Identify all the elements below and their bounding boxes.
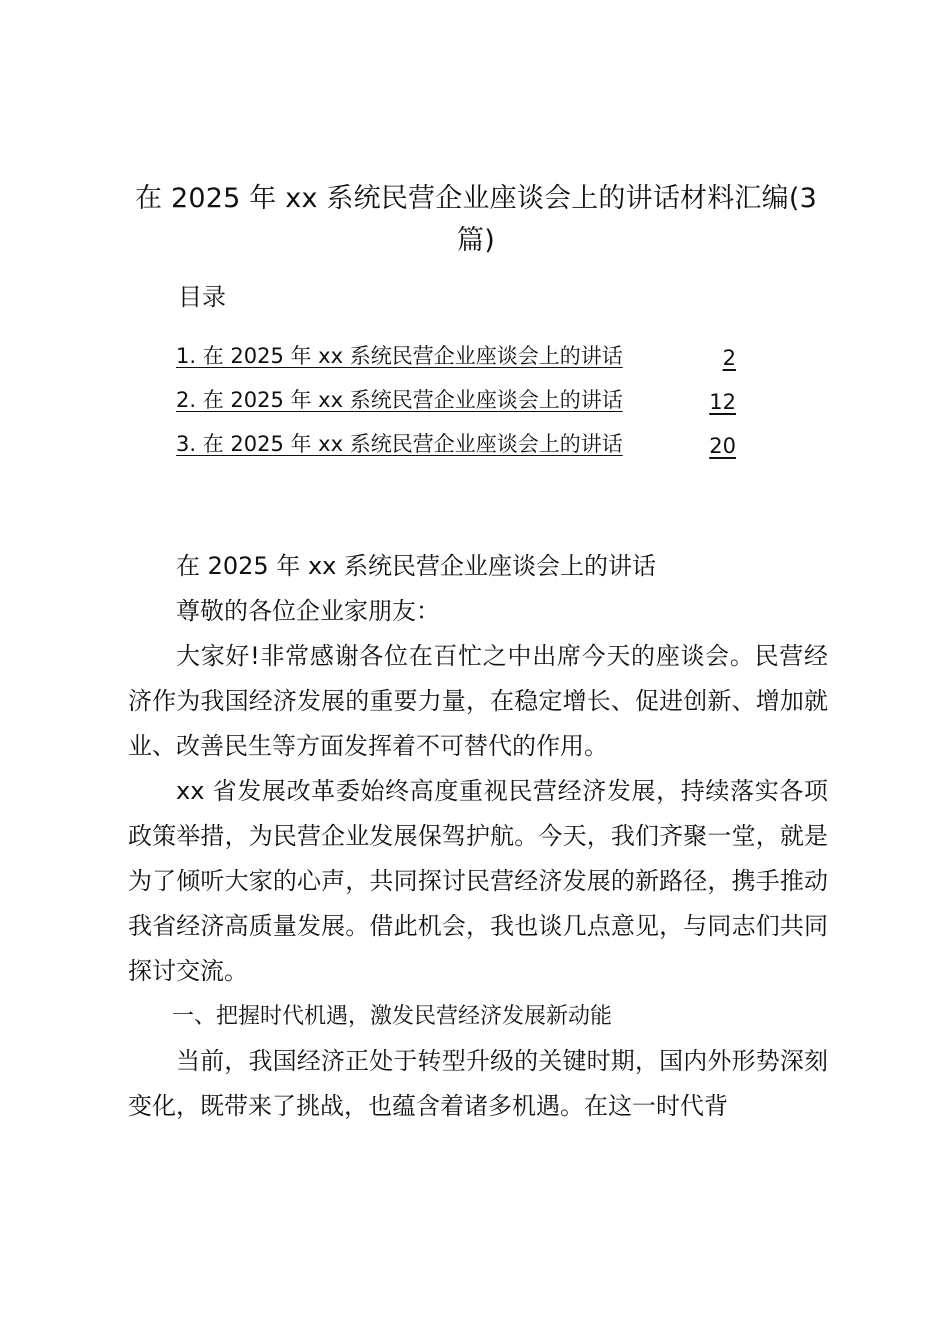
speech-title: 在 2025 年 xx 系统民营企业座谈会上的讲话 xyxy=(176,552,656,580)
toc-heading: 目录 xyxy=(178,283,226,311)
toc-entry-page-number: 20 xyxy=(709,434,736,458)
toc-entry-text: 1. 在 2025 年 xx 系统民营企业座谈会上的讲话 xyxy=(176,344,623,368)
section-heading: 一、把握时代机遇，激发民营经济发展新动能 xyxy=(172,1004,613,1029)
document-body xyxy=(128,544,828,1129)
toc-entry-page-number: 2 xyxy=(722,346,736,370)
body-paragraph: 当前，我国经济正处于转型升级的关键时期，国内外形势深刻变化，既带来了挑战，也蕴含着诸多机遇。在这一时代背 xyxy=(128,1047,828,1120)
toc-entry-2[interactable] xyxy=(176,370,736,414)
toc-entry-text: 2. 在 2025 年 xx 系统民营企业座谈会上的讲话 xyxy=(176,388,623,412)
toc-entry-1[interactable] xyxy=(176,326,736,370)
document-title: 在 2025 年 xx 系统民营企业座谈会上的讲话材料汇编(3篇) xyxy=(135,183,817,256)
body-paragraph: xx 省发展改革委始终高度重视民营经济发展，持续落实各项政策举措，为民营企业发展保驾护航。今天，我们齐聚一堂，就是为了倾听大家的心声，共同探讨民营经济发展的新路径，携手推动我省经济高质量发展。借此机会，我也谈几点意见，与同志们共同探讨交流。 xyxy=(128,777,828,985)
body-paragraph: 大家好!非常感谢各位在百忙之中出席今天的座谈会。民营经济作为我国经济发展的重要力量，在稳定增长、促进创新、增加就业、改善民生等方面发挥着不可替代的作用。 xyxy=(128,642,828,760)
salutation: 尊敬的各位企业家朋友： xyxy=(176,597,440,625)
toc-entry-page-number: 12 xyxy=(709,390,736,414)
table-of-contents xyxy=(176,326,736,458)
toc-entry-text: 3. 在 2025 年 xx 系统民营企业座谈会上的讲话 xyxy=(176,432,623,456)
toc-entry-3[interactable] xyxy=(176,414,736,458)
